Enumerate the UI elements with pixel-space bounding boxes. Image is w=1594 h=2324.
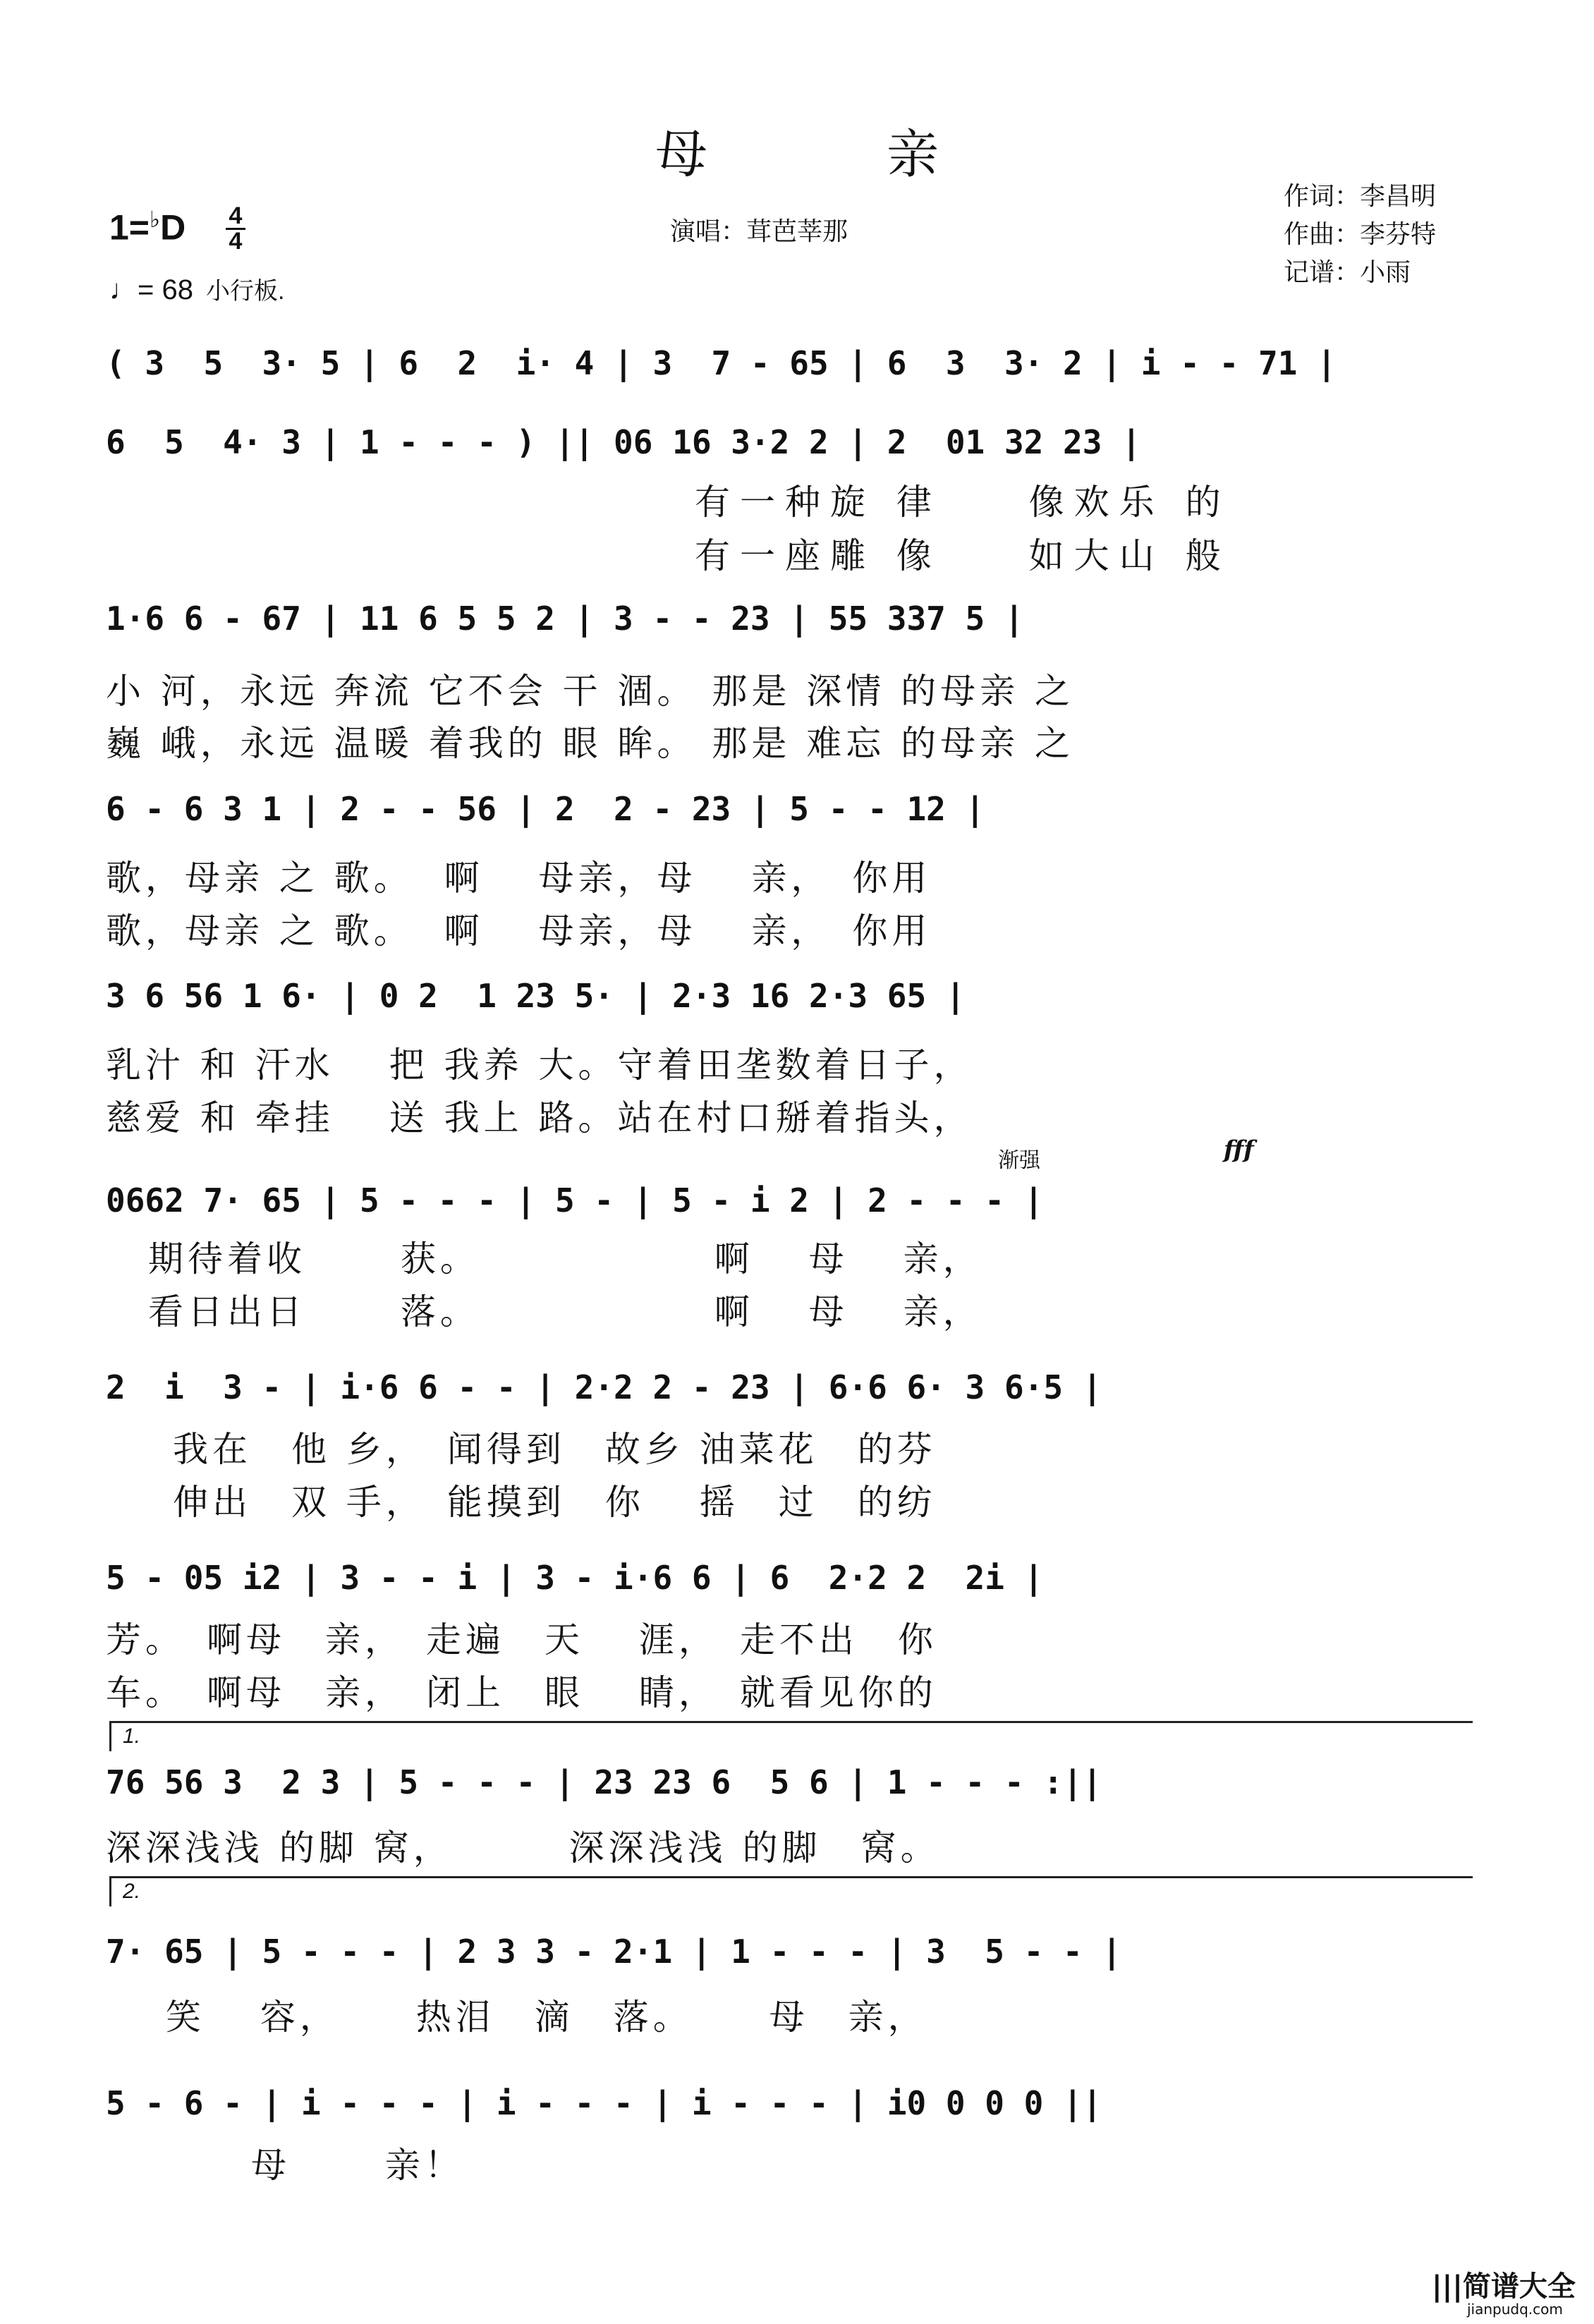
tempo-mark: ♩= 68: [109, 274, 193, 305]
notation-system-4: 6 - 6 3 1 | 2 - - 56 | 2 2 - 23 | 5 - - 12 |: [106, 790, 985, 828]
volta-bracket-2: 2.: [109, 1876, 1473, 1906]
volta-bracket-1: 1.: [109, 1721, 1473, 1751]
lyric-line: 歌，母亲 之 歌。 啊 母亲，母 亲， 你用: [106, 911, 932, 951]
time-bottom: 4: [229, 228, 243, 255]
crescendo-mark: 渐强: [998, 1148, 1040, 1173]
lyric-line: 深深浅浅 的脚 窝， 深深浅浅 的脚 窝。: [106, 1827, 940, 1868]
composer: 作曲：李芬特: [1284, 220, 1437, 249]
transcriber: 记谱：小雨: [1284, 258, 1411, 287]
key-label: 1=: [109, 207, 150, 248]
tempo-term: 小行板.: [205, 278, 285, 305]
lyric-line: 乳汁 和 汗水 把 我养 大。守着田垄数着日子，: [106, 1045, 973, 1085]
notation-system-6: 0662 7· 65 | 5 - - - | 5 - | 5 - i 2 | 2 - - - |: [106, 1181, 1044, 1219]
lyric-line: 有一座雕 像 如大山 般: [695, 535, 1231, 576]
page-title: 母 亲: [655, 124, 1002, 185]
tempo: [109, 272, 284, 306]
lyric-line: 慈爱 和 牵挂 送 我上 路。站在村口掰着指头，: [106, 1097, 973, 1138]
lyric-line: 看日出日 落。 啊 母 亲，: [148, 1291, 982, 1332]
time-top: 4: [229, 202, 243, 229]
notation-system-5: 3 6 56 1 6· | 0 2 1 23 5· | 2·3 16 2·3 65 |: [106, 977, 966, 1015]
notation-system-2: 6 5 4· 3 | 1 - - - ) || 06 16 3·2 2 | 2 01 32 23 |: [106, 423, 1141, 461]
key-signature: [109, 206, 185, 248]
lyric-line: 伸出 双 手， 能摸到 你 摇 过 的纺: [173, 1482, 937, 1523]
notation-system-10: 7· 65 | 5 - - - | 2 3 3 - 2·1 | 1 - - - | 3 5 - - |: [106, 1933, 1122, 1971]
notation-system-7: 2 i 3 - | i·6 6 - - | 2·2 2 - 23 | 6·6 6· 3 6·5 |: [106, 1368, 1102, 1406]
key-note: D: [160, 207, 186, 248]
watermark-url: jianpudq.com: [1467, 2301, 1563, 2318]
notation-system-11: 5 - 6 - | i - - - | i - - - | i - - - | i0 0 0 0 ||: [106, 2084, 1102, 2122]
flat-sign: ♭: [150, 207, 161, 232]
lyric-line: 小 河，永远 奔流 它不会 干 涸。 那是 深情 的母亲 之: [106, 671, 1075, 712]
watermark-logo: |||简谱大全: [1432, 2270, 1576, 2303]
lyric-line: 歌，母亲 之 歌。 啊 母亲，母 亲， 你用: [106, 858, 932, 899]
lyric-line: 笑 容， 热泪 滴 落。 母 亲，: [166, 1997, 927, 2038]
notation-system-9: 76 56 3 2 3 | 5 - - - | 23 23 6 5 6 | 1 - - - :||: [106, 1763, 1102, 1801]
lyric-line: 母 亲！: [212, 2145, 464, 2186]
notation-system-8: 5 - 05 i2 | 3 - - i | 3 - i·6 6 | 6 2·2 2 2i |: [106, 1559, 1044, 1597]
singer: 演唱：茸芭莘那: [670, 217, 848, 246]
lyric-line: 我在 他 乡， 闻得到 故乡 油菜花 的芬: [173, 1429, 937, 1470]
notation-system-3: 1·6 6 - 67 | 11 6 5 5 2 | 3 - - 23 | 55 337 5 |: [106, 600, 1024, 638]
lyric-line: 有一种旋 律 像欢乐 的: [695, 482, 1231, 523]
credits: [1284, 178, 1436, 292]
lyricist: 作词：李昌明: [1284, 182, 1437, 211]
fff-mark: fff: [1224, 1136, 1254, 1164]
time-signature: [226, 202, 245, 255]
notation-system-1: ( 3 5 3· 5 | 6 2 i· 4 | 3 7 - 65 | 6 3 3· 2 | i - - 71 |: [106, 344, 1337, 382]
lyric-line: 巍 峨，永远 温暖 着我的 眼 眸。 那是 难忘 的母亲 之: [106, 723, 1075, 764]
lyric-line: 芳。 啊母 亲， 走遍 天 涯， 走不出 你: [106, 1619, 937, 1660]
lyric-line: 期待着收 获。 啊 母 亲，: [148, 1239, 982, 1279]
lyric-line: 车。 啊母 亲， 闭上 眼 睛， 就看见你的: [106, 1672, 937, 1713]
